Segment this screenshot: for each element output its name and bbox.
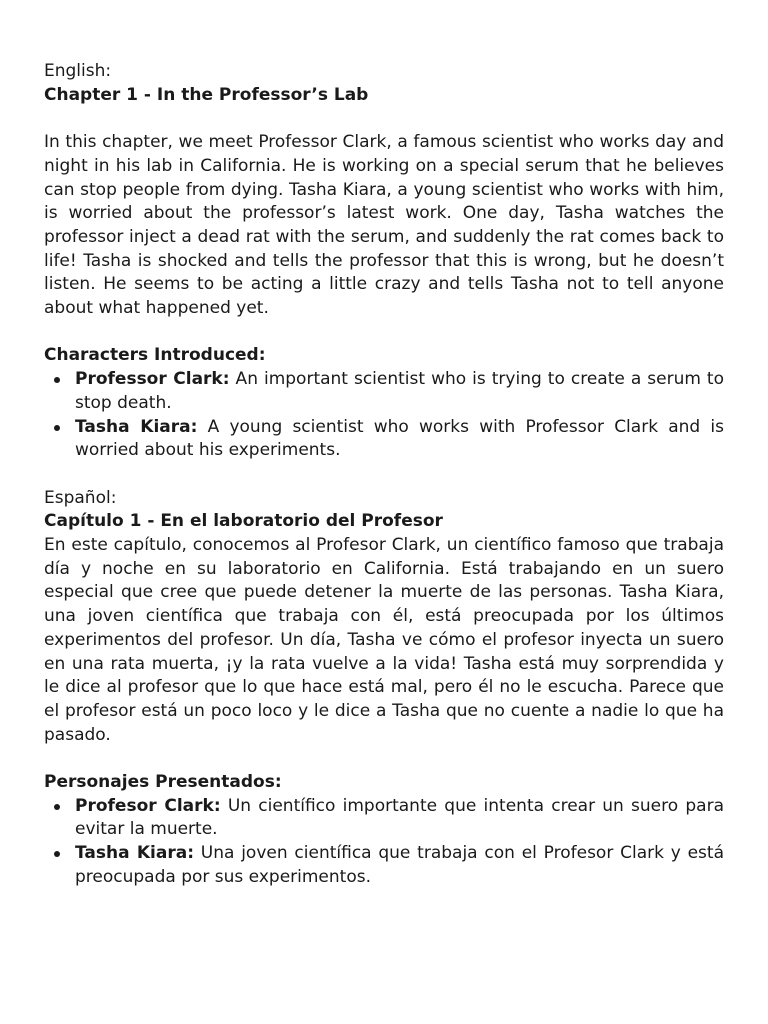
chapter-title: Chapter 1 - In the Professor’s Lab bbox=[44, 84, 369, 105]
character-list bbox=[44, 368, 724, 463]
character-name: Tasha Kiara: bbox=[75, 416, 198, 437]
list-item bbox=[75, 842, 724, 889]
list-item bbox=[75, 368, 724, 415]
characters-heading: Personajes Presentados: bbox=[44, 772, 282, 793]
language-label: Español: bbox=[44, 487, 117, 508]
list-item bbox=[75, 416, 724, 463]
character-name: Professor Clark: bbox=[75, 369, 230, 390]
language-label: English: bbox=[44, 61, 112, 81]
chapter-title: Capítulo 1 - En el laboratorio del Profesor bbox=[44, 511, 443, 532]
english-section bbox=[44, 60, 724, 463]
spanish-section bbox=[44, 487, 724, 890]
character-name: Profesor Clark: bbox=[75, 795, 221, 816]
section-spacer bbox=[44, 463, 724, 487]
character-description: A young scientist who works with Professor Clark and is worried about his experiments. bbox=[75, 416, 724, 461]
character-description: Una joven científica que trabaja con el Profesor Clark y está preocupada por sus experimentos. bbox=[75, 843, 724, 887]
character-description: Un científico importante que intenta crear un suero para evitar la muerte. bbox=[75, 795, 724, 840]
paragraph-spacer bbox=[44, 321, 724, 345]
characters-heading: Characters Introduced: bbox=[44, 345, 266, 366]
paragraph-spacer bbox=[44, 107, 724, 131]
character-name: Tasha Kiara: bbox=[75, 843, 194, 864]
character-list bbox=[44, 795, 724, 890]
character-description: An important scientist who is trying to create a serum to stop death. bbox=[75, 369, 724, 413]
paragraph-spacer bbox=[44, 747, 724, 771]
chapter-summary: En este capítulo, conocemos al Profesor Clark, un científico famoso que trabaja día y noche en su laboratorio en California. Está trabajando en un suero especial que cree que puede detener la muerte de las personas. Tasha Kiara, una joven científica que trabaja con él, está preocupada por los últimos experimentos del profesor. Un día, Tasha ve cómo el profesor inyecta un suero en una rata muerta, ¡y la rata vuelve a la vida! Tasha está muy sorprendida y le dice al profesor que lo que hace está mal, pero él no le escucha. Parece que el profesor está un poco loco y le dice a Tasha que no cuente a nadie lo que ha pasado. bbox=[44, 535, 724, 745]
list-item bbox=[75, 795, 724, 842]
chapter-summary: In this chapter, we meet Professor Clark, a famous scientist who works day and night in his lab in California. He is working on a special serum that he believes can stop people from dying. Tasha Kiara, a young scientist who works with him, is worried about the professor’s latest work. One day, Tasha watches the professor inject a dead rat with the serum, and suddenly the rat comes back to life! Tasha is shocked and tells the professor that this is wrong, but he doesn’t listen. He seems to be acting a little crazy and tells Tasha not to tell anyone about what happened yet. bbox=[44, 132, 724, 319]
